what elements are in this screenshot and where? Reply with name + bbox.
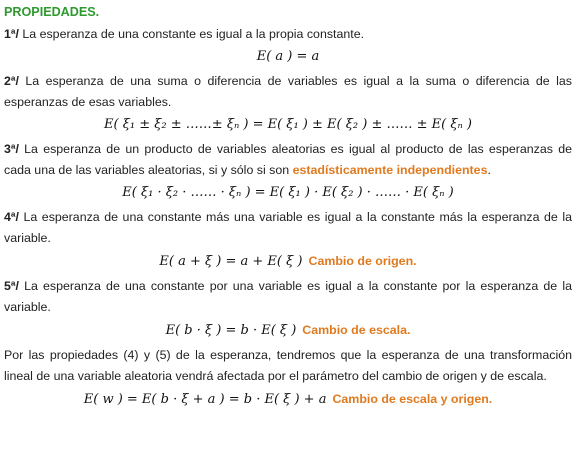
property-3-statement: La esperanza de un producto de variables aleatorias es igual al producto de las esperanzas de cada una de las variables aleatorias, si y sólo si son xyxy=(4,142,572,177)
property-1-statement: La esperanza de una constante es igual a la propia constante. xyxy=(18,27,365,41)
property-2-statement: La esperanza de una suma o diferencia de variables es igual a la suma o diferencia de las esperanzas de esas variables. xyxy=(4,74,572,109)
property-5-text xyxy=(4,276,572,318)
property-3-formula: E( ξ₁ · ξ₂ · …… · ξₙ ) = E( ξ₁ ) · E( ξ₂ ) · …… · E( ξₙ ) xyxy=(122,185,454,200)
property-2-number: 2ª/ xyxy=(4,74,19,88)
property-5-formula-row xyxy=(4,319,572,342)
conclusion-formula-row xyxy=(4,388,572,411)
independence-highlight: estadísticamente independientes xyxy=(292,163,488,177)
property-4-formula-row xyxy=(4,250,572,273)
document-page xyxy=(4,4,572,414)
conclusion-formula: E( w ) = E( b · ξ + a ) = b · E( ξ ) + a xyxy=(83,392,327,407)
property-5-statement: La esperanza de una constante por una variable es igual a la constante por la esperanza de la variable. xyxy=(4,279,572,314)
property-1-text xyxy=(4,24,572,45)
change-of-scale-label: Cambio de escala. xyxy=(302,323,411,337)
property-4-formula: E( a + ξ ) = a + E( ξ ) xyxy=(159,254,303,269)
conclusion-text: Por las propiedades (4) y (5) de la esperanza, tendremos que la esperanza de una transformación lineal de una variable aleatoria vendrá afectada por el parámetro del cambio de origen y de escala. xyxy=(4,348,572,383)
property-3-number: 3ª/ xyxy=(4,142,19,156)
property-1-number: 1ª/ xyxy=(4,27,19,41)
change-of-origin-label: Cambio de origen. xyxy=(308,254,417,268)
property-4-statement: La esperanza de una constante más una variable es igual a la constante más la esperanza de la variable. xyxy=(4,210,572,245)
property-3-text xyxy=(4,139,572,181)
change-of-scale-and-origin-label: Cambio de escala y origen. xyxy=(332,392,493,406)
property-4-number: 4ª/ xyxy=(4,210,19,224)
property-5-number: 5ª/ xyxy=(4,279,19,293)
property-2-text xyxy=(4,71,572,113)
section-heading: PROPIEDADES. xyxy=(4,5,100,19)
property-3-period: . xyxy=(487,163,491,177)
property-1-formula: E( a ) = a xyxy=(256,49,320,64)
property-5-formula: E( b · ξ ) = b · E( ξ ) xyxy=(165,323,297,338)
property-2-formula: E( ξ₁ ± ξ₂ ± ……± ξₙ ) = E( ξ₁ ) ± E( ξ₂ ) ± …… ± E( ξₙ ) xyxy=(104,117,472,132)
property-4-text xyxy=(4,207,572,249)
